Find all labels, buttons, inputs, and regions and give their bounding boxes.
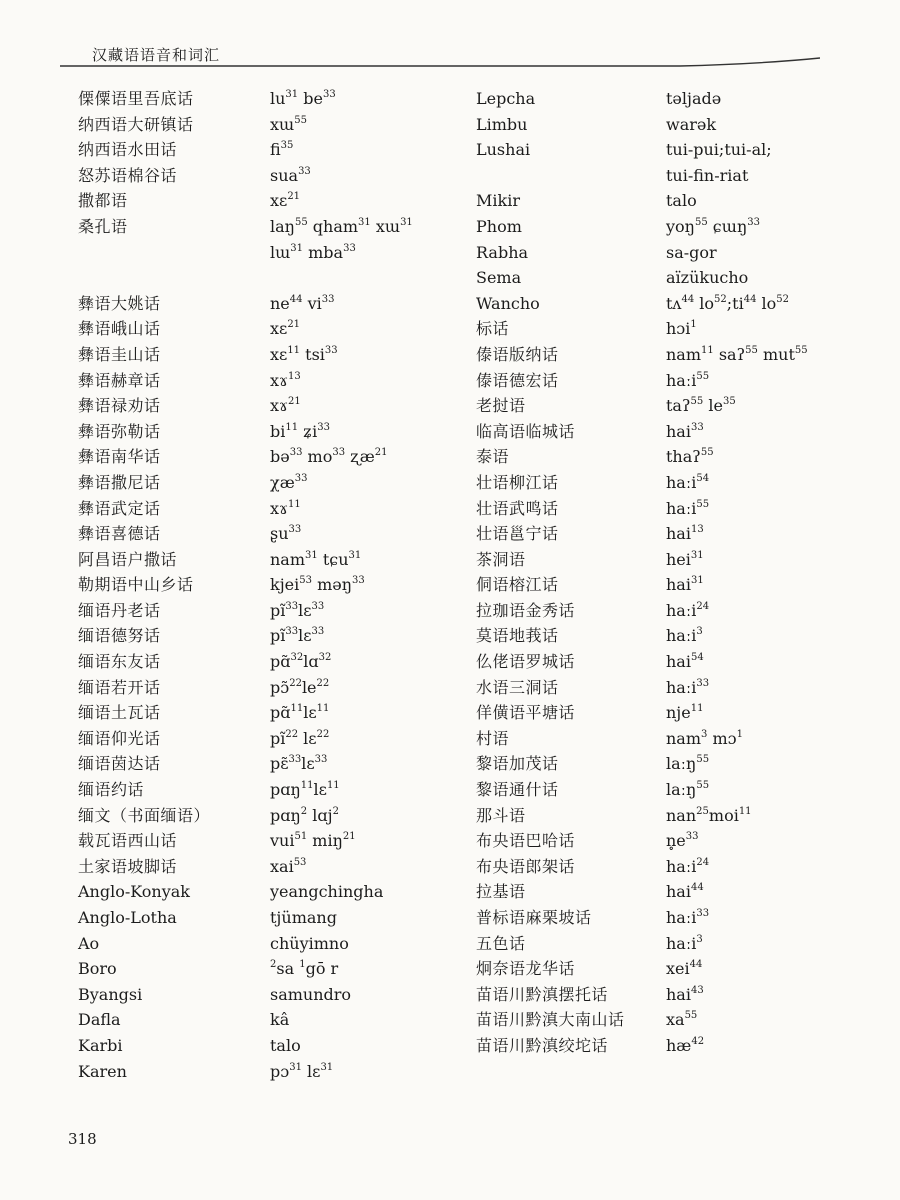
entry-row	[476, 803, 876, 829]
right-column	[476, 86, 876, 1059]
word-form: hai$^{54}$	[666, 652, 704, 672]
entry-row	[476, 1007, 876, 1033]
language-name: 土家语坡脚话	[78, 856, 178, 876]
entry-row	[476, 828, 876, 854]
language-name: Mikir	[476, 191, 520, 211]
entry-row	[78, 803, 458, 829]
entry-row	[476, 419, 876, 445]
entry-row	[78, 137, 458, 163]
word-form: hai$^{33}$	[666, 421, 704, 441]
entry-row	[476, 86, 876, 112]
entry-row	[476, 777, 876, 803]
word-form: xai$^{53}$	[270, 856, 307, 876]
language-name: Anglo-Lotha	[78, 908, 177, 927]
word-form: pɑ̃$^{11}$lɛ$^{11}$	[270, 703, 330, 723]
word-form: ʂu$^{33}$	[270, 524, 302, 544]
language-name: 缅语若开话	[78, 677, 161, 697]
word-form: xɛ$^{21}$	[270, 319, 301, 339]
language-name: 五色话	[476, 933, 526, 953]
language-name: 黎语加茂话	[476, 754, 559, 774]
entry-row	[78, 905, 458, 931]
language-name: 苗语川黔滇摆托话	[476, 984, 609, 1004]
entry-row	[78, 470, 458, 496]
entry-row	[476, 623, 876, 649]
word-form: haːi$^{24}$	[666, 600, 710, 620]
word-form: tjümang	[270, 908, 337, 927]
word-form: haːi$^{55}$	[666, 498, 710, 518]
entry-row	[78, 700, 458, 726]
running-header: 汉藏语语音和词汇	[92, 46, 221, 64]
word-form: pɔ$^{31}$ lɛ$^{31}$	[270, 1061, 334, 1081]
language-name: 拉珈语金秀话	[476, 600, 576, 620]
word-form: talo	[666, 191, 697, 211]
word-form: yoŋ$^{55}$ ɕɯŋ$^{33}$	[666, 216, 760, 236]
word-form: nam$^{31}$ tɕu$^{31}$	[270, 549, 362, 569]
word-form: $pĩ^{33}lɛ^{33}$	[270, 600, 325, 620]
entry-row	[78, 956, 458, 982]
language-name: 缅语德努话	[78, 626, 161, 646]
word-form: xɛ$^{11}$ tsi$^{33}$	[270, 344, 338, 364]
language-name: 缅语茵达话	[78, 754, 161, 774]
language-name: Rabha	[476, 242, 529, 262]
language-name: 彝语武定话	[78, 498, 161, 518]
language-name: 傈僳语里吾底话	[78, 89, 194, 108]
word-form: nan$^{25}$moi$^{11}$	[666, 805, 752, 825]
language-name: 纳西语大研镇话	[78, 114, 194, 134]
entry-row	[78, 444, 458, 470]
word-form: nam$^3$ mɔ$^1$	[666, 728, 743, 748]
left-column	[78, 86, 458, 1084]
entry-row	[476, 649, 876, 675]
language-name: 黎语通什话	[476, 780, 559, 800]
language-name: 桑孔语	[78, 216, 128, 236]
entry-row	[78, 879, 458, 905]
entry-row	[78, 496, 458, 522]
entry-row	[476, 393, 876, 419]
entry-row	[476, 188, 876, 214]
entry-row	[78, 163, 458, 189]
entry-row	[78, 649, 458, 675]
entry-row	[476, 598, 876, 624]
language-name: 普标语麻栗坡话	[476, 908, 592, 927]
entry-row	[78, 547, 458, 573]
word-form: haːi$^3$	[666, 933, 703, 953]
entry-row	[78, 419, 458, 445]
language-name: Phom	[476, 216, 522, 236]
language-name: 炯奈语龙华话	[476, 959, 576, 979]
word-form: taʔ$^{55}$ $le^{35}$	[666, 396, 736, 416]
word-form: haːi$^{24}$	[666, 856, 710, 876]
entry-row	[78, 521, 458, 547]
entry-row	[78, 1059, 458, 1085]
language-name: 怒苏语棉谷话	[78, 165, 178, 185]
language-name: 布央语郎架话	[476, 856, 576, 876]
word-form: hai$^{44}$	[666, 882, 704, 902]
entry-row	[476, 854, 876, 880]
language-name: 标话	[476, 319, 510, 339]
word-form: vui$^{51}$ miŋ$^{21}$	[270, 831, 356, 851]
word-form: sa-gor	[666, 242, 717, 262]
language-name: Sema	[476, 268, 522, 288]
word-form: hɔi$^1$	[666, 319, 697, 339]
language-name: 缅文（书面缅语）	[78, 805, 211, 825]
word-form: hei$^{31}$	[666, 549, 704, 569]
entry-row	[476, 368, 876, 394]
language-name: 撒都语	[78, 191, 128, 211]
word-form: laːŋ$^{55}$	[666, 754, 710, 774]
language-name: Karen	[78, 1061, 127, 1081]
entry-row	[78, 393, 458, 419]
language-name: 茶洞语	[476, 549, 526, 569]
language-name: Byangsi	[78, 984, 143, 1004]
word-form: lɯ$^{31}$ mba$^{33}$	[270, 242, 356, 262]
language-name: 苗语川黔滇大南山话	[476, 1010, 625, 1030]
language-name: 彝语赫章话	[78, 370, 161, 390]
language-name: 侗语榕江话	[476, 575, 559, 595]
word-form: haːi$^{55}$	[666, 370, 710, 390]
language-name: 彝语喜德话	[78, 524, 161, 544]
entry-row	[476, 316, 876, 342]
word-form: nje$^{11}$	[666, 703, 704, 723]
word-form: kâ	[270, 1010, 290, 1030]
entry-row	[476, 163, 876, 189]
word-form: $pɔ̃^{22}le^{22}$	[270, 677, 330, 697]
language-name: 彝语弥勒话	[78, 421, 161, 441]
entry-row	[78, 675, 458, 701]
language-name: 彝语南华话	[78, 447, 161, 467]
word-form: $^2$sa $^1$gō r	[270, 959, 339, 979]
entry-row	[78, 726, 458, 752]
language-name: Dafla	[78, 1010, 121, 1030]
word-form: haːi$^3$	[666, 626, 703, 646]
entry-row	[476, 572, 876, 598]
language-name: 缅语仰光话	[78, 728, 161, 748]
entry-row	[78, 316, 458, 342]
entry-row	[476, 547, 876, 573]
word-form: xɛ$^{21}$	[270, 191, 301, 211]
entry-row	[78, 1033, 458, 1059]
entry-row	[476, 521, 876, 547]
language-name: 傣语德宏话	[476, 370, 559, 390]
entry-row	[476, 726, 876, 752]
word-form: xɯ$^{55}$	[270, 114, 307, 134]
entry-row	[78, 598, 458, 624]
header-rule	[60, 40, 820, 70]
word-form: xɤ$^{13}$	[270, 370, 301, 390]
language-name: 傣语版纳话	[476, 344, 559, 364]
entry-row	[476, 751, 876, 777]
entry-row	[476, 675, 876, 701]
entry-row	[476, 291, 876, 317]
language-name: 彝语峨山话	[78, 319, 161, 339]
entry-row	[78, 931, 458, 957]
language-name: 彝语撒尼话	[78, 472, 161, 492]
language-name: 水语三洞话	[476, 677, 559, 697]
word-form: kjei$^{53}$ məŋ$^{33}$	[270, 575, 365, 595]
entry-row	[78, 1007, 458, 1033]
entry-row	[476, 112, 876, 138]
word-form: nam$^{11}$ saʔ$^{55}$ mut$^{55}$	[666, 344, 808, 364]
language-name: 彝语圭山话	[78, 344, 161, 364]
page-number: 318	[68, 1130, 97, 1148]
word-form: haːi$^{54}$	[666, 472, 710, 492]
language-name: 彝语禄劝话	[78, 396, 161, 416]
word-form: bə$^{33}$ $mo^{33}$ ʐæ$^{21}$	[270, 447, 388, 467]
entry-row	[78, 291, 458, 317]
entry-row	[476, 137, 876, 163]
entry-row	[78, 86, 458, 112]
language-name: 彝语大姚话	[78, 293, 161, 313]
word-form: $lu^{31}$ $be^{33}$	[270, 89, 336, 108]
word-form: haːi$^{33}$	[666, 908, 710, 927]
entry-row	[78, 982, 458, 1008]
language-name: 佯僙语平塘话	[476, 703, 576, 723]
entry-row	[78, 188, 458, 214]
entry-row	[78, 265, 458, 291]
word-form: tʌ$^{44}$ $lo^{52};ti^{44}$ $lo^{52}$	[666, 293, 790, 313]
word-form: warək	[666, 114, 717, 134]
entry-row	[78, 777, 458, 803]
word-form: $n̥e^{33}$	[666, 831, 699, 851]
word-form: laŋ$^{55}$ qham$^{31}$ xɯ$^{31}$	[270, 216, 413, 236]
language-name: 苗语川黔滇绞坨话	[476, 1035, 609, 1055]
language-name: 载瓦语西山话	[78, 831, 178, 851]
word-form: $pĩ^{33}lɛ^{33}$	[270, 626, 325, 646]
entry-row	[78, 368, 458, 394]
language-name: 老挝语	[476, 396, 526, 416]
language-name: 拉基语	[476, 882, 526, 902]
entry-row	[78, 572, 458, 598]
word-form: $xa^{55}$	[666, 1010, 698, 1030]
language-name: Limbu	[476, 114, 528, 134]
word-form: xɤ$^{11}$	[270, 498, 301, 518]
entry-row	[476, 342, 876, 368]
language-name: Anglo-Konyak	[78, 882, 190, 902]
entry-row	[78, 240, 458, 266]
entry-row	[78, 112, 458, 138]
word-form: thaʔ$^{55}$	[666, 447, 714, 467]
entry-row	[476, 879, 876, 905]
word-form: hai$^{43}$	[666, 984, 704, 1004]
word-form: pɑŋ$^2$ lɑj$^2$	[270, 805, 339, 825]
language-name: 缅语土瓦话	[78, 703, 161, 723]
entry-row	[476, 496, 876, 522]
entry-row	[78, 854, 458, 880]
entry-row	[476, 982, 876, 1008]
entry-row	[476, 444, 876, 470]
entry-row	[476, 470, 876, 496]
entry-row	[78, 342, 458, 368]
word-form: tui-fin-riat	[666, 165, 749, 185]
language-name: 勒期语中山乡话	[78, 575, 194, 595]
entry-row	[476, 956, 876, 982]
entry-row	[476, 905, 876, 931]
word-form: təljadə	[666, 89, 722, 108]
language-name: Boro	[78, 959, 117, 979]
entry-row	[476, 931, 876, 957]
word-form: samundro	[270, 984, 352, 1004]
language-name: 村语	[476, 728, 510, 748]
word-form: yeangchingha	[270, 882, 384, 902]
word-form: chüyimno	[270, 933, 349, 953]
word-form: $ne^{44}$ $vi^{33}$	[270, 293, 335, 313]
word-form: $\chi æ^{33}$	[270, 472, 308, 492]
language-name: 壮语邕宁话	[476, 524, 559, 544]
entry-row	[476, 1033, 876, 1059]
language-name: 壮语柳江话	[476, 472, 559, 492]
language-name: 仫佬语罗城话	[476, 652, 576, 672]
word-form: $pĩ^{22}$ lɛ$^{22}$	[270, 728, 330, 748]
word-form: tui-pui;tui-al;	[666, 140, 772, 160]
word-form: sua$^{33}$	[270, 165, 311, 185]
word-form: pɑŋ$^{11}$lɛ$^{11}$	[270, 780, 340, 800]
entry-row	[476, 240, 876, 266]
word-form: $hæ^{42}$	[666, 1035, 705, 1055]
word-form: laːŋ$^{55}$	[666, 780, 710, 800]
language-name: 缅语约话	[78, 780, 145, 800]
language-name: 阿昌语户撒话	[78, 549, 178, 569]
language-name: 莫语地莪话	[476, 626, 559, 646]
word-form: xei$^{44}$	[666, 959, 703, 979]
word-form: $fi^{35}$	[270, 140, 294, 160]
entry-row	[78, 214, 458, 240]
entry-row	[78, 623, 458, 649]
language-name: 泰语	[476, 447, 510, 467]
entry-row	[476, 700, 876, 726]
word-form: hai$^{31}$	[666, 575, 704, 595]
language-name: 壮语武鸣话	[476, 498, 559, 518]
language-name: Karbi	[78, 1035, 123, 1055]
language-name: Ao	[78, 933, 100, 953]
entry-row	[78, 751, 458, 777]
word-form: $bi^{11}$ ʑi$^{33}$	[270, 421, 330, 441]
language-name: 那斗语	[476, 805, 526, 825]
language-name: 缅语东友话	[78, 652, 161, 672]
word-form: pɛ̃$^{33}$lɛ$^{33}$	[270, 754, 328, 774]
word-form: xɤ$^{21}$	[270, 396, 301, 416]
language-name: Lushai	[476, 140, 531, 160]
word-form: aïzükucho	[666, 268, 749, 288]
entry-row	[78, 828, 458, 854]
language-name: 缅语丹老话	[78, 600, 161, 620]
word-form: hai$^{13}$	[666, 524, 704, 544]
language-name: Wancho	[476, 293, 540, 313]
word-form: pɑ̃$^{32}$lɑ$^{32}$	[270, 652, 332, 672]
entry-row	[476, 214, 876, 240]
language-name: 临高语临城话	[476, 421, 576, 441]
language-name: Lepcha	[476, 89, 536, 108]
language-name: 布央语巴哈话	[476, 831, 576, 851]
entry-row	[476, 265, 876, 291]
word-form: talo	[270, 1035, 301, 1055]
word-form: haːi$^{33}$	[666, 677, 710, 697]
language-name: 纳西语水田话	[78, 140, 178, 160]
